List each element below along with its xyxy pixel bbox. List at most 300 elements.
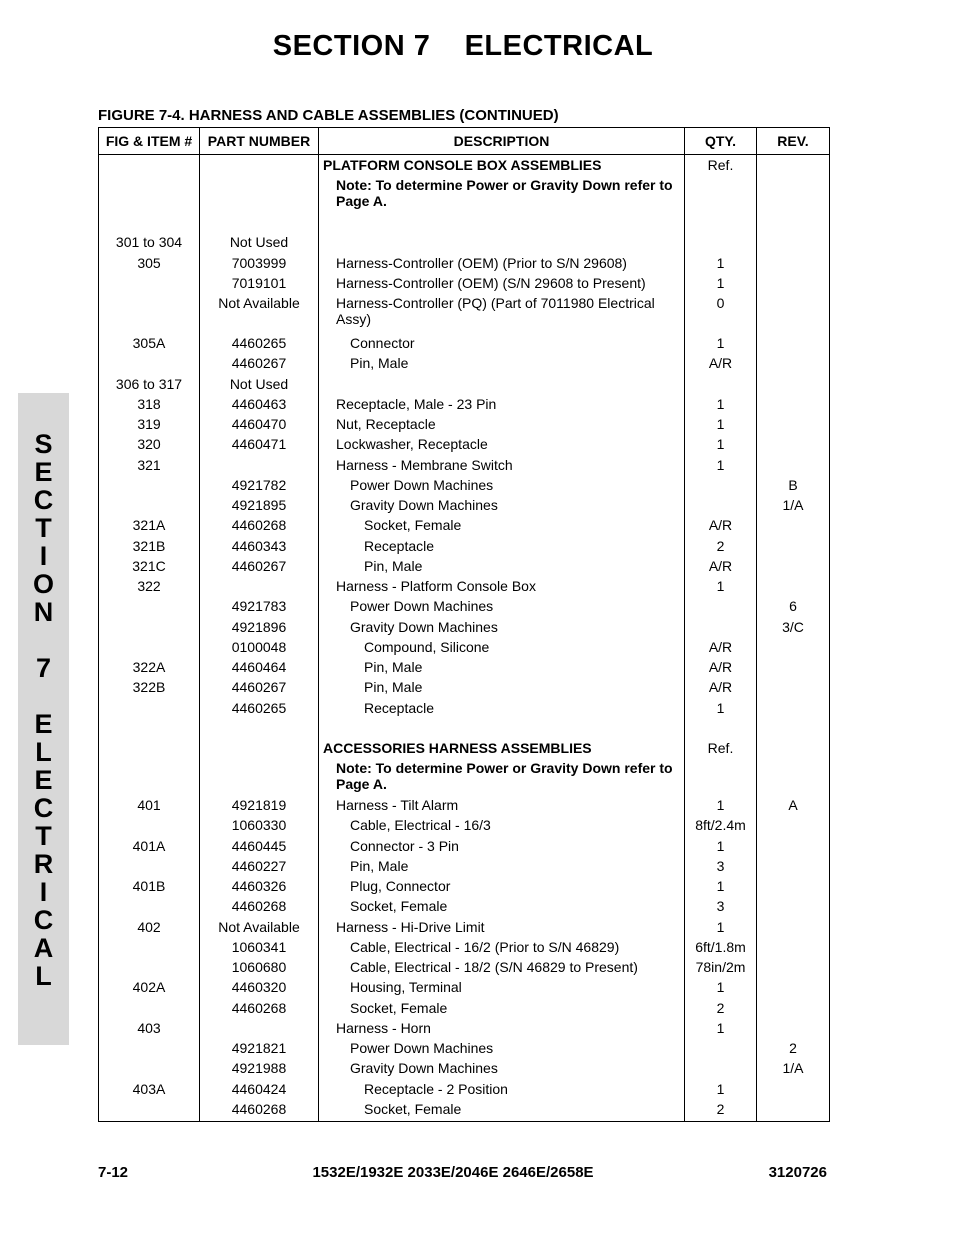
table-row <box>99 234 830 254</box>
table-row <box>99 517 830 537</box>
table-row <box>99 659 830 679</box>
cell-fig-item <box>99 355 200 375</box>
cell-part-number: Not Available <box>200 295 319 335</box>
cell-qty: 78in/2m <box>685 959 757 979</box>
side-tab-letter: E <box>34 457 53 487</box>
table-row <box>99 679 830 699</box>
description-text: Compound, Silicone <box>364 638 490 655</box>
description-text: Harness-Controller (OEM) (Prior to S/N 29608) <box>336 254 627 271</box>
cell-description <box>319 898 685 918</box>
footer-models: 1532E/1932E 2033E/2046E 2646E/2658E <box>312 1164 594 1181</box>
cell-part-number: 4921783 <box>200 598 319 618</box>
table-row <box>99 1000 830 1020</box>
cell-rev <box>757 898 830 918</box>
cell-rev <box>757 979 830 999</box>
group-heading: PLATFORM CONSOLE BOX ASSEMBLIES <box>323 157 602 173</box>
cell-qty: 1 <box>685 436 757 456</box>
cell-description <box>319 878 685 898</box>
cell-fig-item <box>99 598 200 618</box>
description-text: Plug, Connector <box>350 878 451 894</box>
description-text: Harness - Membrane Switch <box>336 456 513 473</box>
cell-rev <box>757 295 830 335</box>
cell-fig-item: 401 <box>99 797 200 817</box>
table-row <box>99 578 830 598</box>
side-tab-letter: C <box>33 905 54 935</box>
cell-description <box>319 740 685 760</box>
cell-part-number: 4460267 <box>200 558 319 578</box>
cell-rev <box>757 838 830 858</box>
cell-rev <box>757 720 830 740</box>
cell-rev <box>757 214 830 234</box>
cell-qty: Ref. <box>685 155 757 178</box>
cell-description <box>319 275 685 295</box>
table-row <box>99 639 830 659</box>
cell-fig-item: 402A <box>99 979 200 999</box>
cell-description <box>319 477 685 497</box>
side-tab-letter: E <box>34 709 53 739</box>
side-tab-letter: C <box>33 793 54 823</box>
cell-rev <box>757 760 830 797</box>
cell-qty: 1 <box>685 457 757 477</box>
cell-fig-item: 318 <box>99 396 200 416</box>
cell-fig-item: 321A <box>99 517 200 537</box>
cell-part-number: 4460445 <box>200 838 319 858</box>
description-text: Harness - Horn <box>336 1019 431 1036</box>
side-tab-letter: R <box>33 849 54 879</box>
table-row <box>99 919 830 939</box>
cell-part-number: 4460265 <box>200 335 319 355</box>
cell-qty <box>685 214 757 234</box>
description-text: Receptacle <box>364 537 435 554</box>
cell-qty: 1 <box>685 878 757 898</box>
cell-description <box>319 335 685 355</box>
col-header-qty: QTY. <box>685 128 757 155</box>
cell-fig-item: 322 <box>99 578 200 598</box>
cell-part-number: 4460267 <box>200 679 319 699</box>
description-text: Power Down Machines <box>350 598 494 615</box>
cell-qty <box>685 477 757 497</box>
table-row <box>99 396 830 416</box>
cell-description <box>319 255 685 275</box>
table-row <box>99 898 830 918</box>
cell-qty: A/R <box>685 679 757 699</box>
cell-description <box>319 959 685 979</box>
cell-description <box>319 619 685 639</box>
cell-part-number <box>200 760 319 797</box>
description-text: Lockwasher, Receptacle <box>336 436 488 453</box>
side-tab-letter: L <box>35 961 52 991</box>
cell-fig-item <box>99 740 200 760</box>
cell-description <box>319 1101 685 1122</box>
cell-fig-item: 401B <box>99 878 200 898</box>
description-text: Receptacle, Male - 23 Pin <box>336 395 497 412</box>
cell-fig-item <box>99 214 200 234</box>
cell-qty: A/R <box>685 558 757 578</box>
cell-part-number: 4460471 <box>200 436 319 456</box>
cell-rev <box>757 558 830 578</box>
table-row <box>99 457 830 477</box>
table-row <box>99 155 830 178</box>
cell-fig-item <box>99 1040 200 1060</box>
description-text: Socket, Female <box>350 898 448 915</box>
cell-part-number: 4460320 <box>200 979 319 999</box>
footer-page-number: 7-12 <box>98 1164 129 1181</box>
cell-description <box>319 234 685 254</box>
table-header-row <box>99 128 830 155</box>
cell-fig-item <box>99 858 200 878</box>
cell-fig-item: 402 <box>99 919 200 939</box>
cell-description <box>319 817 685 837</box>
side-tab-letter: 7 <box>35 653 52 683</box>
cell-description <box>319 1040 685 1060</box>
cell-description <box>319 1000 685 1020</box>
cell-part-number: 4460470 <box>200 416 319 436</box>
cell-part-number <box>200 155 319 178</box>
cell-rev <box>757 919 830 939</box>
cell-fig-item <box>99 1000 200 1020</box>
cell-part-number: 1060341 <box>200 939 319 959</box>
cell-rev <box>757 436 830 456</box>
description-text: Pin, Male <box>350 355 409 372</box>
cell-qty: 6ft/1.8m <box>685 939 757 959</box>
side-tab-letter: T <box>35 821 52 851</box>
cell-rev <box>757 517 830 537</box>
cell-description <box>319 1020 685 1040</box>
description-text: Socket, Female <box>350 999 448 1016</box>
description-text: Pin, Male <box>364 557 423 574</box>
cell-part-number: 4921821 <box>200 1040 319 1060</box>
cell-description <box>319 1060 685 1080</box>
cell-qty: A/R <box>685 639 757 659</box>
table-row <box>99 720 830 740</box>
cell-description <box>319 376 685 396</box>
cell-qty: 1 <box>685 578 757 598</box>
cell-part-number: 4460267 <box>200 355 319 375</box>
cell-rev <box>757 639 830 659</box>
description-text: Socket, Female <box>364 1100 462 1117</box>
cell-qty: Ref. <box>685 740 757 760</box>
cell-qty: 1 <box>685 1020 757 1040</box>
footer-doc-number: 3120726 <box>768 1164 827 1181</box>
cell-qty: 3 <box>685 898 757 918</box>
cell-description <box>319 797 685 817</box>
cell-fig-item <box>99 295 200 335</box>
table-row <box>99 275 830 295</box>
cell-fig-item <box>99 639 200 659</box>
cell-qty: 1 <box>685 700 757 720</box>
cell-part-number: 7003999 <box>200 255 319 275</box>
cell-part-number: 4460265 <box>200 700 319 720</box>
cell-part-number <box>200 578 319 598</box>
cell-description <box>319 720 685 740</box>
table-row <box>99 335 830 355</box>
description-text: Pin, Male <box>364 659 423 675</box>
cell-part-number: 4460464 <box>200 659 319 679</box>
cell-qty: 1 <box>685 396 757 416</box>
cell-rev <box>757 234 830 254</box>
cell-description <box>319 639 685 659</box>
cell-rev <box>757 155 830 178</box>
cell-part-number: 4460268 <box>200 1101 319 1122</box>
cell-fig-item <box>99 619 200 639</box>
cell-rev <box>757 858 830 878</box>
cell-part-number <box>200 1020 319 1040</box>
cell-fig-item <box>99 177 200 214</box>
parts-table-body <box>99 155 830 1122</box>
cell-part-number <box>200 720 319 740</box>
description-text: Housing, Terminal <box>350 979 462 996</box>
description-text: Connector <box>350 335 415 351</box>
cell-part-number: 1060680 <box>200 959 319 979</box>
cell-description <box>319 517 685 537</box>
cell-fig-item <box>99 497 200 517</box>
cell-rev <box>757 1000 830 1020</box>
cell-qty: 1 <box>685 979 757 999</box>
cell-fig-item: 320 <box>99 436 200 456</box>
description-text: Gravity Down Machines <box>350 1060 498 1077</box>
description-text: Receptacle <box>364 699 435 716</box>
table-row <box>99 376 830 396</box>
description-text: Harness-Controller (PQ) (Part of 7011980 Electrical Assy) <box>336 295 655 327</box>
cell-fig-item <box>99 1101 200 1122</box>
group-note: Note: To determine Power or Gravity Down refer to Page A. <box>336 177 673 210</box>
description-text: Gravity Down Machines <box>350 497 498 513</box>
cell-part-number: 4460268 <box>200 898 319 918</box>
cell-description <box>319 679 685 699</box>
side-tab-letter: A <box>33 933 54 963</box>
cell-part-number <box>200 740 319 760</box>
cell-fig-item: 301 to 304 <box>99 234 200 254</box>
cell-fig-item <box>99 1060 200 1080</box>
cell-fig-item: 321C <box>99 558 200 578</box>
cell-description <box>319 659 685 679</box>
section-title: SECTION 7 ELECTRICAL <box>272 30 654 62</box>
cell-part-number <box>200 214 319 234</box>
cell-rev: B <box>757 477 830 497</box>
cell-fig-item <box>99 720 200 740</box>
group-heading: ACCESSORIES HARNESS ASSEMBLIES <box>323 739 592 756</box>
cell-qty: 3 <box>685 858 757 878</box>
cell-part-number: 4460268 <box>200 517 319 537</box>
cell-part-number: 4921988 <box>200 1060 319 1080</box>
cell-rev <box>757 538 830 558</box>
cell-fig-item: 321B <box>99 538 200 558</box>
cell-rev <box>757 817 830 837</box>
table-row <box>99 1040 830 1060</box>
cell-qty: 1 <box>685 275 757 295</box>
side-tab-letter: E <box>34 765 53 795</box>
cell-fig-item: 322A <box>99 659 200 679</box>
table-row <box>99 558 830 578</box>
cell-qty: 1 <box>685 255 757 275</box>
cell-rev: 6 <box>757 598 830 618</box>
section-side-tab <box>18 393 69 1045</box>
cell-description <box>319 700 685 720</box>
cell-qty <box>685 1060 757 1080</box>
table-row <box>99 295 830 335</box>
cell-fig-item: 322B <box>99 679 200 699</box>
cell-description <box>319 396 685 416</box>
cell-qty <box>685 760 757 797</box>
side-tab-letter: N <box>33 597 54 627</box>
cell-rev <box>757 1081 830 1101</box>
table-row <box>99 1060 830 1080</box>
cell-qty <box>685 177 757 214</box>
cell-qty <box>685 1040 757 1060</box>
table-row <box>99 619 830 639</box>
col-header-description: DESCRIPTION <box>319 128 685 155</box>
cell-qty: 8ft/2.4m <box>685 817 757 837</box>
description-text: Pin, Male <box>364 679 423 696</box>
cell-qty: 0 <box>685 295 757 335</box>
cell-rev: 3/C <box>757 619 830 639</box>
cell-part-number: Not Used <box>200 234 319 254</box>
cell-rev <box>757 659 830 679</box>
cell-rev <box>757 376 830 396</box>
cell-rev: A <box>757 797 830 817</box>
cell-qty: 1 <box>685 1081 757 1101</box>
cell-qty: 2 <box>685 1101 757 1122</box>
cell-fig-item: 319 <box>99 416 200 436</box>
cell-qty: 1 <box>685 416 757 436</box>
cell-description <box>319 214 685 234</box>
cell-rev <box>757 396 830 416</box>
description-text: Receptacle - 2 Position <box>364 1080 508 1097</box>
table-row <box>99 416 830 436</box>
description-text: Harness - Tilt Alarm <box>336 797 459 813</box>
cell-qty <box>685 376 757 396</box>
description-text: Pin, Male <box>350 857 409 874</box>
cell-rev: 2 <box>757 1040 830 1060</box>
cell-fig-item: 305 <box>99 255 200 275</box>
description-text: Power Down Machines <box>350 476 494 493</box>
table-row <box>99 740 830 760</box>
cell-qty: 1 <box>685 797 757 817</box>
cell-rev: 1/A <box>757 497 830 517</box>
cell-description <box>319 858 685 878</box>
side-tab-letter: O <box>32 569 54 599</box>
description-text: Connector - 3 Pin <box>350 837 459 854</box>
cell-fig-item: 401A <box>99 838 200 858</box>
table-row <box>99 817 830 837</box>
cell-part-number: 4921819 <box>200 797 319 817</box>
cell-part-number: 4921895 <box>200 497 319 517</box>
cell-rev <box>757 578 830 598</box>
table-row <box>99 255 830 275</box>
cell-fig-item <box>99 275 200 295</box>
cell-rev <box>757 457 830 477</box>
group-note: Note: To determine Power or Gravity Down refer to Page A. <box>336 760 673 792</box>
cell-qty: 1 <box>685 335 757 355</box>
cell-qty: 2 <box>685 1000 757 1020</box>
table-row <box>99 355 830 375</box>
cell-fig-item: 306 to 317 <box>99 376 200 396</box>
description-text: Socket, Female <box>364 517 462 534</box>
cell-part-number: 4460343 <box>200 538 319 558</box>
cell-part-number: 4921782 <box>200 477 319 497</box>
cell-rev <box>757 275 830 295</box>
cell-part-number: 0100048 <box>200 639 319 659</box>
table-row <box>99 760 830 797</box>
cell-description <box>319 558 685 578</box>
table-row <box>99 497 830 517</box>
description-text: Harness - Platform Console Box <box>336 578 536 594</box>
table-row <box>99 177 830 214</box>
cell-fig-item <box>99 959 200 979</box>
cell-fig-item <box>99 817 200 837</box>
cell-fig-item <box>99 700 200 720</box>
table-row <box>99 538 830 558</box>
description-text: Power Down Machines <box>350 1040 494 1056</box>
cell-description <box>319 538 685 558</box>
cell-rev <box>757 416 830 436</box>
cell-qty <box>685 720 757 740</box>
cell-description <box>319 838 685 858</box>
cell-fig-item <box>99 939 200 959</box>
table-row <box>99 214 830 234</box>
cell-part-number: Not Used <box>200 376 319 396</box>
cell-fig-item <box>99 477 200 497</box>
col-header-part: PART NUMBER <box>200 128 319 155</box>
col-header-fig: FIG & ITEM # <box>99 128 200 155</box>
table-row <box>99 1081 830 1101</box>
cell-rev <box>757 177 830 214</box>
figure-title: FIGURE 7-4. HARNESS AND CABLE ASSEMBLIES (CONTINUED) <box>98 107 559 124</box>
cell-fig-item: 403A <box>99 1081 200 1101</box>
side-tab-letter: I <box>39 541 48 571</box>
cell-part-number: Not Available <box>200 919 319 939</box>
side-tab-letters <box>18 430 69 990</box>
description-text: Harness-Controller (OEM) (S/N 29608 to Present) <box>336 274 646 291</box>
cell-fig-item <box>99 898 200 918</box>
cell-fig-item: 321 <box>99 457 200 477</box>
cell-rev <box>757 679 830 699</box>
table-row <box>99 598 830 618</box>
cell-part-number: 4460268 <box>200 1000 319 1020</box>
description-text: Cable, Electrical - 16/2 (Prior to S/N 46829) <box>350 938 620 955</box>
description-text: Gravity Down Machines <box>350 618 498 635</box>
cell-part-number: 4460227 <box>200 858 319 878</box>
cell-description <box>319 457 685 477</box>
cell-qty <box>685 598 757 618</box>
cell-part-number: 1060330 <box>200 817 319 837</box>
table-row <box>99 797 830 817</box>
cell-rev <box>757 939 830 959</box>
parts-table <box>98 127 830 1122</box>
cell-qty <box>685 497 757 517</box>
description-text: Harness - Hi-Drive Limit <box>336 918 485 935</box>
description-text: Nut, Receptacle <box>336 416 436 432</box>
cell-description <box>319 578 685 598</box>
cell-qty: 1 <box>685 838 757 858</box>
cell-description <box>319 760 685 797</box>
cell-qty: 2 <box>685 538 757 558</box>
cell-rev <box>757 878 830 898</box>
cell-fig-item: 305A <box>99 335 200 355</box>
table-row <box>99 477 830 497</box>
cell-rev <box>757 1101 830 1122</box>
table-row <box>99 1020 830 1040</box>
cell-part-number: 4460326 <box>200 878 319 898</box>
cell-description <box>319 436 685 456</box>
cell-part-number: 4921896 <box>200 619 319 639</box>
cell-part-number <box>200 177 319 214</box>
description-text: Cable, Electrical - 18/2 (S/N 46829 to Present) <box>350 959 638 975</box>
cell-part-number: 7019101 <box>200 275 319 295</box>
cell-rev <box>757 740 830 760</box>
table-row <box>99 939 830 959</box>
cell-part-number <box>200 457 319 477</box>
